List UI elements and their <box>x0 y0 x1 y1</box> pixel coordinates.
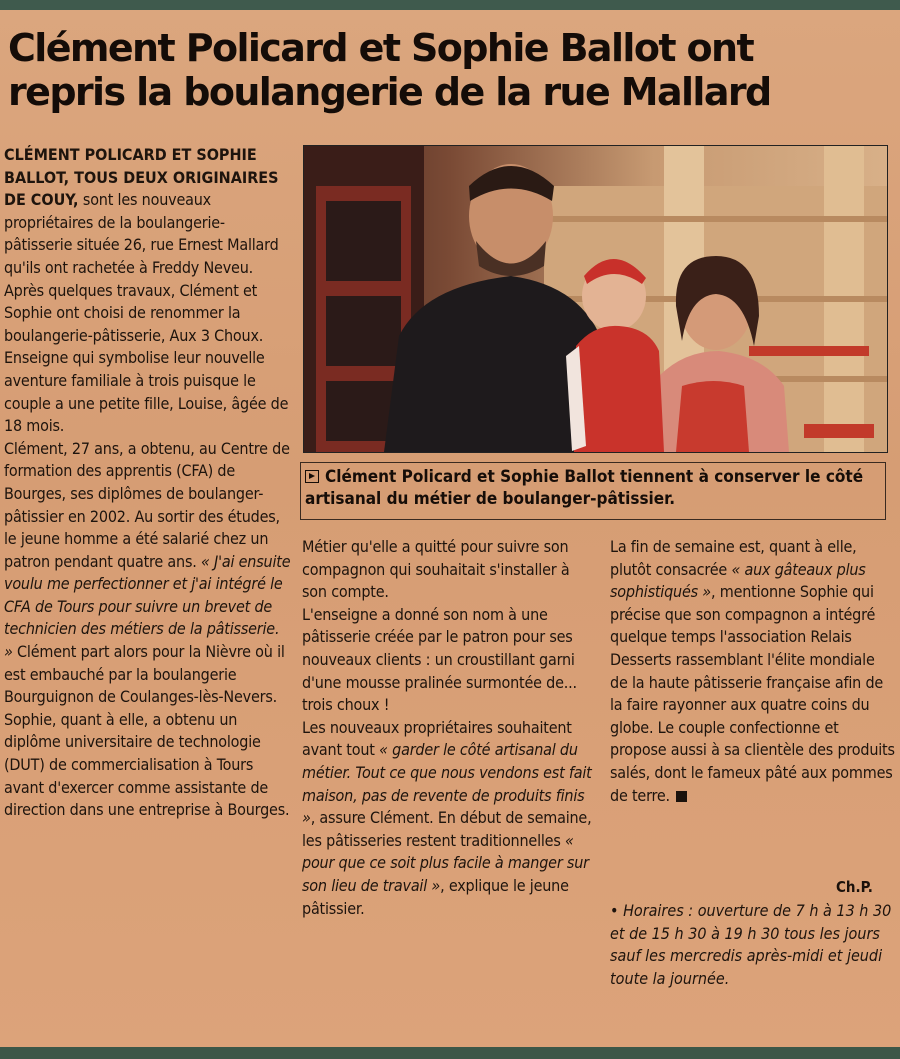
opening-hours: • Horaires : ouverture de 7 h à 13 h 30 et de 15 h 30 à 19 h 30 tous les jours sauf les mercredis après-midi et jeudi toute la journée. <box>610 901 892 988</box>
headline-line-2: repris la boulangerie de la rue Mallard <box>8 70 771 114</box>
photo-illustration <box>304 146 887 452</box>
article-column-2 <box>302 536 598 920</box>
end-of-article-icon <box>676 791 687 802</box>
col2-text-4: , assure Clément. En début de semaine, les pâtisseries restent traditionnelles <box>302 808 592 850</box>
col2-para-1: Métier qu'elle a quitté pour suivre son compagnon qui souhaitait s'installer à son compte. <box>302 537 570 602</box>
col3-quote: « aux gâteaux plus sophistiqués » <box>610 559 866 602</box>
page-top-border <box>0 0 900 10</box>
author-byline: Ch.P. <box>836 878 873 896</box>
page-bottom-border <box>0 1047 900 1059</box>
headline-line-1: Clément Policard et Sophie Ballot ont <box>8 26 754 70</box>
photo-caption <box>300 462 886 520</box>
article-column-3 <box>610 536 895 807</box>
col3-text-1: La fin de semaine est, quant à elle, plutôt consacrée <box>610 537 857 579</box>
family-photo <box>303 145 888 453</box>
article-column-1 <box>4 144 292 822</box>
col2-text-3: Les nouveaux propriétaires souhaitent avant tout <box>302 717 572 760</box>
col2-para-2: L'enseigne a donné son nom à une pâtisserie créée par le patron pour ses nouveaux clients : un croustillant garni d'une mousse pralinée surmontée de... trois choux ! <box>302 604 577 715</box>
article-lede: CLÉMENT POLICARD ET SOPHIE BALLOT, TOUS DEUX ORIGINAIRES DE COUY, <box>4 145 279 210</box>
col1-quote: « J'ai ensuite voulu me perfectionner et j'ai intégré le CFA de Tours pour suivre un brevet de technicien des métiers de la pâtisserie. » <box>4 551 291 662</box>
col2-quote-1: « garder le côté artisanal du métier. Tout ce que nous vendons est fait maison, pas de revente de produits finis » <box>302 740 592 828</box>
caption-text: Clément Policard et Sophie Ballot tiennent à conserver le côté artisanal du métier de boulanger-pâtissier. <box>305 467 864 509</box>
article-headline <box>8 26 888 114</box>
col3-text-2: , mentionne Sophie qui précise que son compagnon a intégré quelque temps l'association Relais Desserts rassemblant l'élite mondiale de la haute pâtisserie française afin de la faire rayonner aux quatre coins du globe. Le couple confectionne et propose aussi à sa clientèle des produits salés, dont le fameux pâté aux pommes de terre. <box>610 582 895 805</box>
col2-text-5: , explique le jeune pâtissier. <box>302 875 569 918</box>
col2-quote-2: « pour que ce soit plus facile à manger sur son lieu de travail » <box>302 830 589 895</box>
col1-text-1: sont les nouveaux propriétaires de la boulangerie-pâtisserie située 26, rue Ernest Mallard qu'ils ont rachetée à Freddy Neveu. Après quelques travaux, Clément et Sophie ont choisi de renommer la boulangerie-pâtisserie, Aux 3 Choux. Enseigne qui symbolise leur nouvelle aventure familiale à trois puisque le couple a une petite fille, Louise, âgée de 18 mois. <box>4 190 289 436</box>
col1-text-2: Clément, 27 ans, a obtenu, au Centre de formation des apprentis (CFA) de Bourges, ses diplômes de boulanger-pâtissier en 2002. Au sortir des études, le jeune homme a été salarié chez un patron pendant quatre ans. <box>4 438 290 571</box>
caption-arrow-icon <box>305 470 319 483</box>
col1-text-3: Clément part alors pour la Nièvre où il est embauché par la boulangerie Bourguignon de Coulanges-lès-Nevers. Sophie, quant à elle, a obtenu un diplôme universitaire de technologie (DUT) de commercialisation à Tours avant d'exercer comme assistante de direction dans une entreprise à Bourges. <box>4 642 290 820</box>
